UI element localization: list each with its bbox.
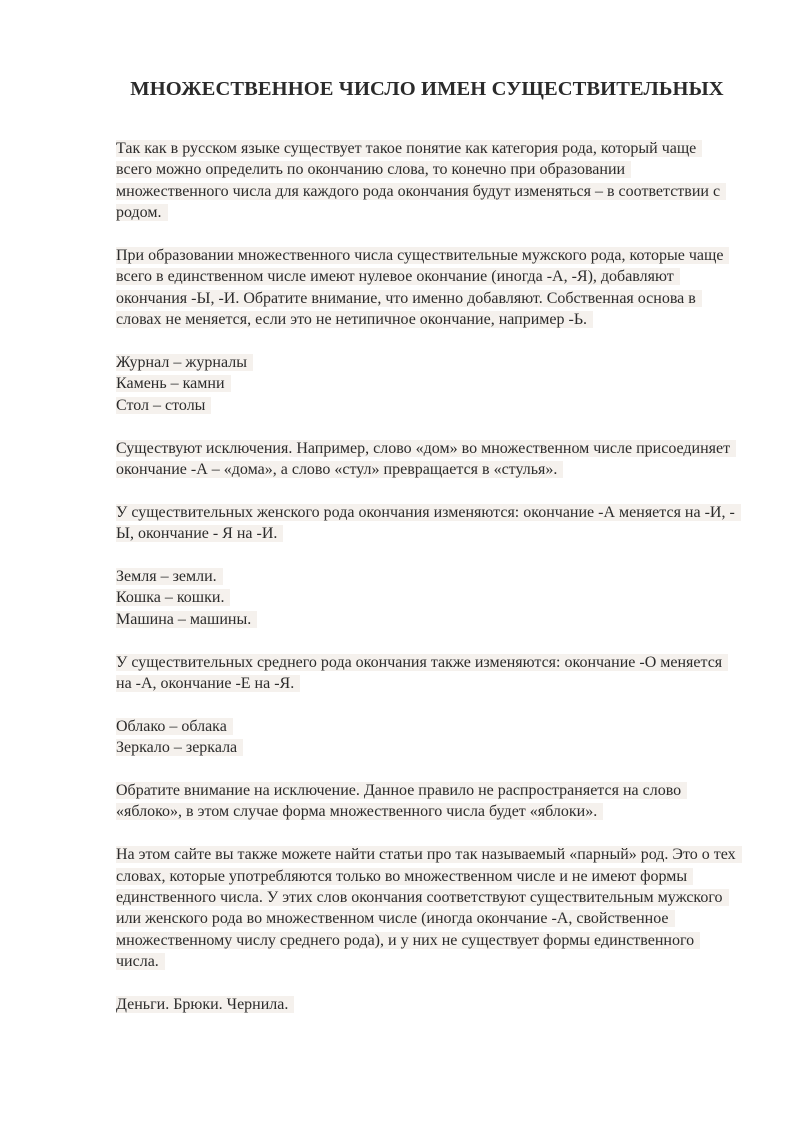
text-line [116,373,746,394]
text-line-content: единственного числа. У этих слов окончания соответствуют существительным мужского [116,889,729,906]
text-line [116,994,746,1015]
paragraph-gap [116,545,746,566]
paragraph-gap [116,973,746,994]
paragraph-gap [116,416,746,437]
text-line [116,202,746,223]
document-title: МНОЖЕСТВЕННОЕ ЧИСЛО ИМЕН СУЩЕСТВИТЕЛЬНЫХ [130,78,724,100]
text-line-content: Существуют исключения. Например, слово «дом» во множественном числе присоединяет [116,440,736,457]
paragraph [116,566,746,630]
text-line-content: Кошка – кошки. [116,589,230,606]
text-line-content: окончание -А – «дома», а слово «стул» превращается в «стулья». [116,461,563,478]
paragraph-gap [116,480,746,501]
paragraph-gap [116,823,746,844]
text-line [116,159,746,180]
text-line-content: словах, которые употребляются только во множественном числе и не имеют формы [116,868,693,885]
text-line [116,801,746,822]
text-line-content: «яблоко», в этом случае форма множественного числа будет «яблоки». [116,803,603,820]
text-line-content: Обратите внимание на исключение. Данное правило не распространяется на слово [116,782,687,799]
text-line [116,138,746,159]
text-line [116,352,746,373]
paragraph-gap [116,759,746,780]
text-line-content: При образовании множественного числа существительные мужского рода, которые чаще [116,247,729,264]
text-line-content: окончания -Ы, -И. Обратите внимание, что именно добавляют. Собственная основа в [116,290,702,307]
text-line-content: Облако – облака [116,718,233,735]
paragraph [116,716,746,759]
text-line-content: числа. [116,953,165,970]
text-line [116,181,746,202]
paragraph-gap [116,694,746,715]
text-line [116,587,746,608]
text-line [116,566,746,587]
text-line [116,780,746,801]
text-line [116,459,746,480]
paragraph [116,652,746,695]
text-line [116,395,746,416]
text-line [116,951,746,972]
text-line [116,288,746,309]
paragraph [116,438,746,481]
text-line [116,737,746,758]
paragraph-gap [116,331,746,352]
text-line [116,609,746,630]
text-line-content: У существительных женского рода окончания изменяются: окончание -А меняется на -И, - [116,504,741,521]
text-line [116,652,746,673]
text-line-content: родом. [116,204,168,221]
paragraph-gap [116,630,746,651]
text-line [116,266,746,287]
text-line-content: Ы, окончание - Я на -И. [116,525,283,542]
text-line [116,438,746,459]
text-line-content: словах не меняется, если это не нетипичное окончание, например -Ь. [116,311,593,328]
text-line [116,887,746,908]
text-line-content: множественному числу среднего рода), и у них не существует формы единственного [116,932,700,949]
paragraph [116,502,746,545]
text-line-content: Машина – машины. [116,611,257,628]
text-line [116,844,746,865]
text-line-content: Так как в русском языке существует такое понятие как категория рода, который чаще [116,140,702,157]
text-line-content: Камень – камни [116,375,231,392]
text-line-content: или женского рода во множественном числе (иногда окончание -А, свойственное [116,910,675,927]
text-line-content: всего можно определить по окончанию слова, то конечно при образовании [116,161,631,178]
text-line [116,908,746,929]
text-line [116,309,746,330]
text-line-content: всего в единственном числе имеют нулевое окончание (иногда -А, -Я), добавляют [116,268,680,285]
paragraph [116,994,746,1015]
text-line-content: У существительных среднего рода окончания также изменяются: окончание -О меняется [116,654,728,671]
text-line [116,245,746,266]
text-line [116,523,746,544]
text-line-content: На этом сайте вы также можете найти статьи про так называемый «парный» род. Это о тех [116,846,742,863]
paragraph [116,245,746,331]
text-line-content: Земля – земли. [116,568,223,585]
text-line [116,930,746,951]
paragraph [116,844,746,972]
text-line-content: Журнал – журналы [116,354,253,371]
text-line-content: Стол – столы [116,397,211,414]
text-line [116,502,746,523]
text-line-content: на -А, окончание -Е на -Я. [116,675,300,692]
text-line-content: множественного числа для каждого рода окончания будут изменяться – в соответствии с [116,183,726,200]
paragraph [116,138,746,224]
text-line [116,716,746,737]
paragraph [116,780,746,823]
document-body [116,138,746,1016]
text-line [116,866,746,887]
text-line-content: Зеркало – зеркала [116,739,243,756]
text-line-content: Деньги. Брюки. Чернила. [116,996,294,1013]
paragraph [116,352,746,416]
text-line [116,673,746,694]
paragraph-gap [116,224,746,245]
